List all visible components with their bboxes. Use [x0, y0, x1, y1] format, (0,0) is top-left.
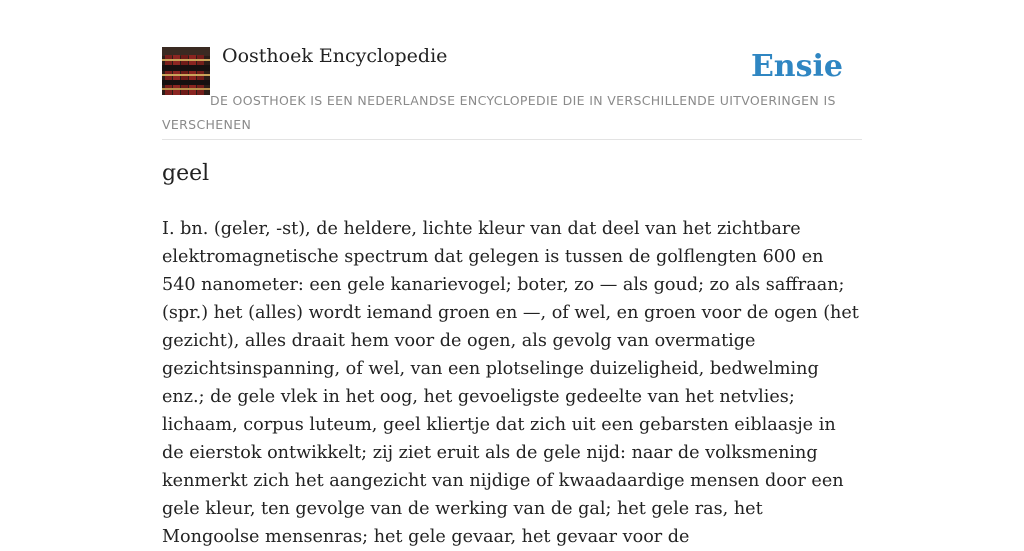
book-spines-icon: [162, 47, 210, 95]
article-title: geel: [162, 161, 210, 186]
ensie-logo[interactable]: Ensie: [750, 49, 843, 84]
article-body: I. bn. (geler, -st), de heldere, lichte kleur van dat deel van het zichtbare elektromagnetische spectrum dat gelegen is tussen de golflengten 600 en 540 nanometer: een gele kanarievogel; boter, zo — als goud; zo als saffraan; (spr.) het (alles) wordt iemand groen en —, of wel, en groen voor de ogen (het gezicht), alles draait hem voor de ogen, als gevolg van overmatige gezichtsinspanning, of wel, van een plotselinge duizeligheid, bedwelming enz.; de gele vlek in het oog, het gevoeligste gedeelte van het netvlies; lichaam, corpus luteum, geel kliertje dat zich uit een gebarsten eiblaasje in de eierstok ontwikkelt; zij ziet eruit als de gele nijd: naar de volksmening kenmerkt zich het aangezicht van nijdige of kwaadaardige mensen door een gele kleur, ten gevolge van de werking van de gal; het gele ras, het Mongoolse mensenras; het gele gevaar, het gevaar voor de: [162, 219, 859, 547]
site-name[interactable]: Oosthoek Encyclopedie: [222, 45, 448, 67]
site-header: [162, 0, 862, 140]
site-avatar[interactable]: [162, 47, 210, 95]
site-tagline: DE OOSTHOEK IS EEN NEDERLANDSE ENCYCLOPEDIE DIE IN VERSCHILLENDE UITVOERINGEN IS VERSCHENEN: [162, 93, 836, 132]
